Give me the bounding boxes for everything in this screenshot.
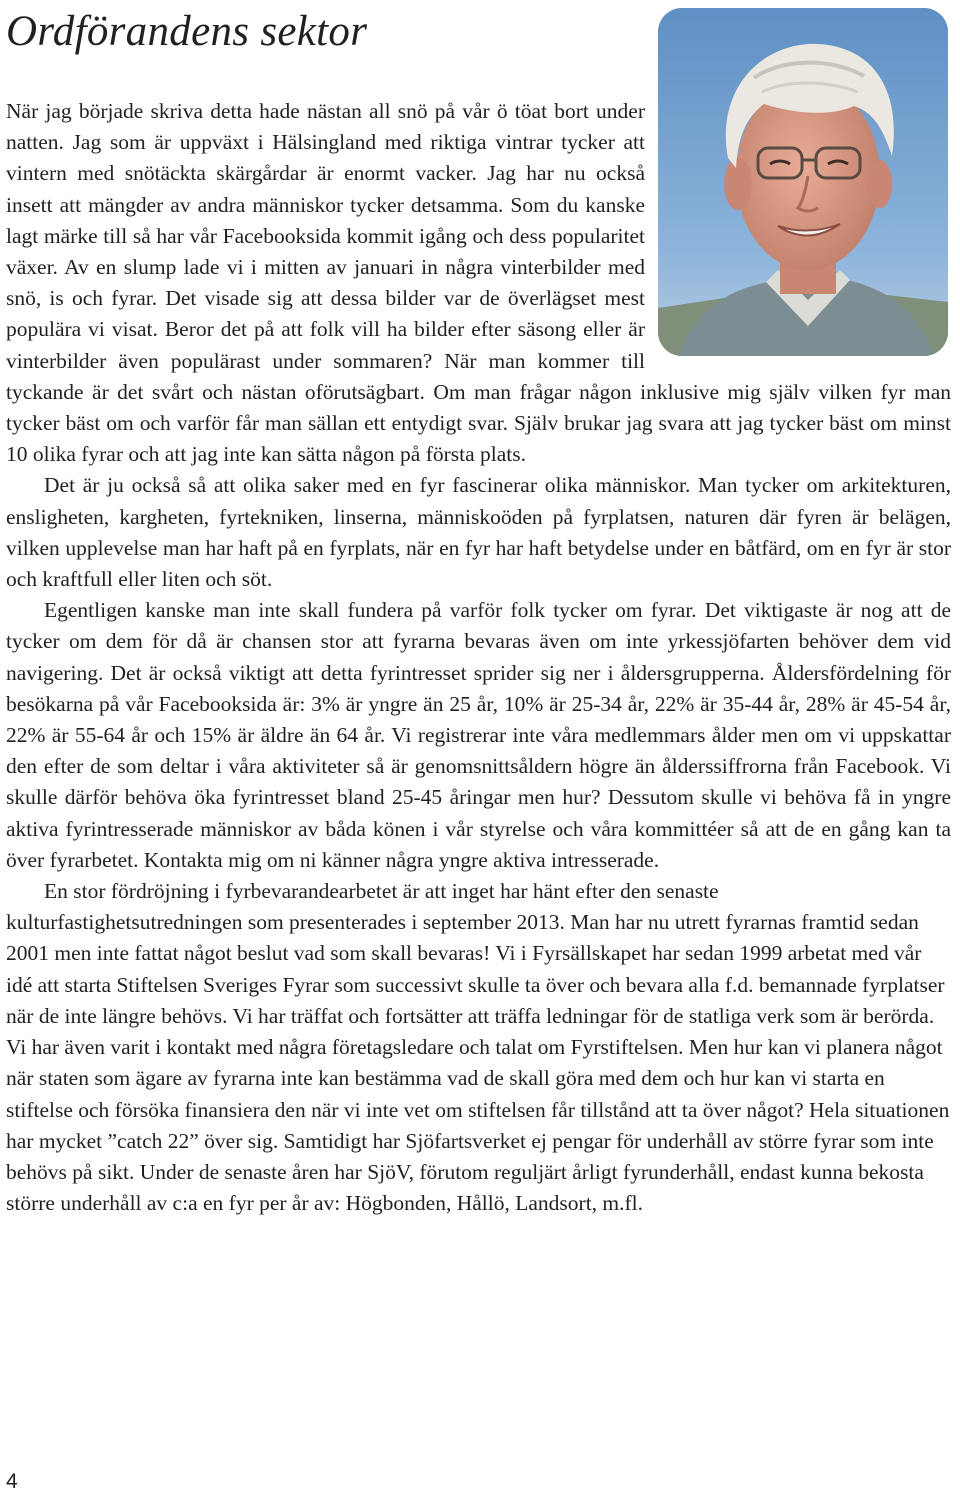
page-number: 4: [6, 1470, 18, 1493]
photo-float-spacer: [645, 96, 951, 366]
paragraph-3: Egentligen kanske man inte skall fundera på varför folk tycker om fyrar. Det viktigaste är nog att de tycker om dem för då är chansen stor att fyrarna bevaras även om inte yrkessjöfarten behöver dem vid navigering. Det är också viktigt att detta fyrintresset sprider sig ner i åldersgrupperna. Åldersfördelning för besökarna på vår Facebooksida är: 3% är yngre än 25 år, 10% är 25-34 år, 22% är 35-44 år, 28% är 45-54 år, 22% är 55-64 år och 15% är äldre än 64 år. Vi registrerar inte våra medlemmars ålder men om vi uppskattar den efter de som deltar i våra aktiviteter så är genomsnittsåldern högre än ålderssiffrorna från Facebook. Vi skulle därför behöva öka fyrintresset bland 25-45 åringar men hur? Dessutom skulle vi behöva få in yngre aktiva fyrintresserade människor av båda könen i vår styrelse och våra kommittéer så att de en gång kan ta över fyrarbetet. Kontakta mig om ni känner några yngre aktiva intresserade.: [6, 598, 951, 872]
paragraph-1: När jag började skriva detta hade nästan all snö på vår ö töat bort under natten. Jag som är uppväxt i Hälsingland med riktiga vintrar tycker att vintern med snötäckta skärgårdar är enormt vacker. Jag har nu också insett att mängder av andra människor tycker detsamma. Som du kanske lagt märke till så har vår Facebooksida kommit igång och dess popularitet växer. Av en slump lade vi i mitten av januari in några vinterbilder med snö, is och fyrar. Det visade sig att dessa bilder var de överlägset mest populära vi visat. Beror det på att folk vill ha bilder efter säsong eller är vinterbilder även populärast under sommaren? När man kommer till tyckande är det svårt och nästan oförutsägbart. Om man frågar någon inklusive mig själv vilken fyr man tycker bäst om och varför får man sällan ett entydigt svar. Själv brukar jag svara att jag tycker bäst om minst 10 olika fyrar och att jag inte kan sätta någon på första plats.: [6, 99, 951, 467]
paragraph-4: En stor fördröjning i fyrbevarandearbetet är att inget har hänt efter den senaste kulturfastighetsutredningen som presenterades i september 2013. Man har nu utrett fyrarnas framtid sedan 2001 men inte fattat något beslut vad som skall bevaras! Vi i Fyrsällskapet har sedan 1999 arbetat med vår idé att starta Stiftelsen Sveriges Fyrar som successivt skulle ta över och bevara alla f.d. bemannade fyrplatser när de inte längre behövs. Vi har träffat och fortsätter att träffa ledningar för de statliga verk som är berörda. Vi har även varit i kontakt med några företagsledare och talat om Fyrstiftelsen. Men hur kan vi planera något när staten som ägare av fyrarna inte kan bestämma vad de skall göra med dem och hur kan vi starta en stiftelse och försöka finansiera den när vi inte vet om stiftelsen får tillstånd att ta över något? Hela situationen har mycket ”catch 22” över sig. Samtidigt har Sjöfartsverket ej pengar för underhåll av större fyrar som inte behövs på sikt. Under de senaste åren har SjöV, förutom reguljärt årligt fyrunderhåll, endast kunna bekosta större underhåll av c:a en fyr per år av: Högbonden, Hållö, Landsort, m.fl.: [6, 879, 950, 1216]
page-title: Ordförandens sektor: [6, 8, 368, 55]
article-body: [6, 96, 951, 1219]
paragraph-2: Det är ju också så att olika saker med en fyr fascinerar olika människor. Man tycker om arkitekturen, ensligheten, kargheten, fyrtekniken, linserna, människoöden på fyrplatsen, naturen där fyren är belägen, vilken upplevelse man har haft på en fyrplats, när en fyr har haft betydelse under en båtfärd, om en fyr är stor och kraftfull eller liten och söt.: [6, 473, 951, 592]
